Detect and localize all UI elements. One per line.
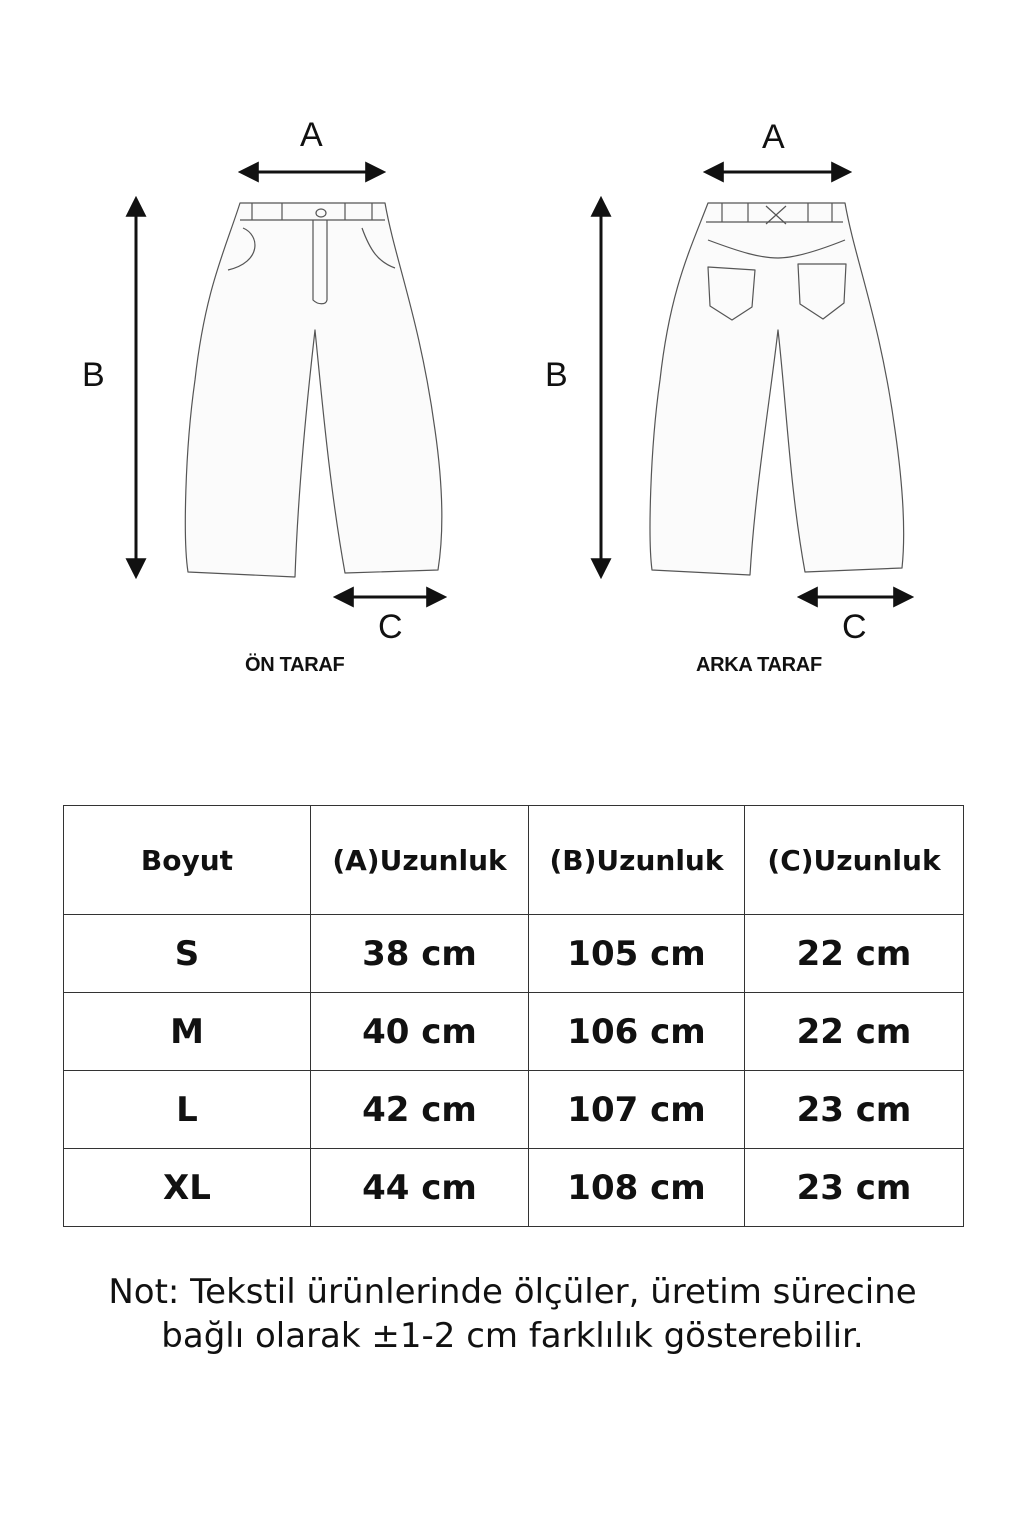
front-caption: ÖN TARAF [245, 654, 345, 676]
table-row [64, 993, 964, 1071]
a-value-cell: 44 cm [311, 1149, 529, 1227]
header-b-length: (B)Uzunluk [529, 806, 745, 915]
c-value-cell: 23 cm [745, 1149, 964, 1227]
size-cell: L [64, 1071, 311, 1149]
note-line-1: Not: Tekstil ürünlerinde ölçüler, üretim sürecine [108, 1272, 917, 1312]
size-cell: M [64, 993, 311, 1071]
table-row [64, 1149, 964, 1227]
b-value-cell: 105 cm [529, 915, 745, 993]
size-table [63, 805, 964, 1227]
note-line-2: bağlı olarak ±1-2 cm farklılık gösterebilir. [161, 1316, 864, 1356]
table-row [64, 1071, 964, 1149]
back-caption: ARKA TARAF [696, 654, 822, 676]
a-value-cell: 38 cm [311, 915, 529, 993]
front-pants-drawing [185, 203, 441, 577]
table-row [64, 915, 964, 993]
front-label-b: B [82, 356, 105, 394]
b-value-cell: 108 cm [529, 1149, 745, 1227]
table-header-row [64, 806, 964, 915]
header-c-length: (C)Uzunluk [745, 806, 964, 915]
back-pants-drawing [650, 203, 904, 575]
measurement-note [0, 1270, 1025, 1358]
back-label-b: B [545, 356, 568, 394]
size-cell: S [64, 915, 311, 993]
c-value-cell: 23 cm [745, 1071, 964, 1149]
b-value-cell: 107 cm [529, 1071, 745, 1149]
back-label-a: A [762, 118, 785, 156]
a-value-cell: 40 cm [311, 993, 529, 1071]
header-a-length: (A)Uzunluk [311, 806, 529, 915]
c-value-cell: 22 cm [745, 915, 964, 993]
front-label-a: A [300, 116, 323, 154]
c-value-cell: 22 cm [745, 993, 964, 1071]
front-label-c: C [378, 608, 403, 646]
a-value-cell: 42 cm [311, 1071, 529, 1149]
header-size: Boyut [64, 806, 311, 915]
b-value-cell: 106 cm [529, 993, 745, 1071]
back-label-c: C [842, 608, 867, 646]
pants-illustration [0, 0, 1025, 700]
size-diagram [0, 0, 1025, 700]
size-cell: XL [64, 1149, 311, 1227]
